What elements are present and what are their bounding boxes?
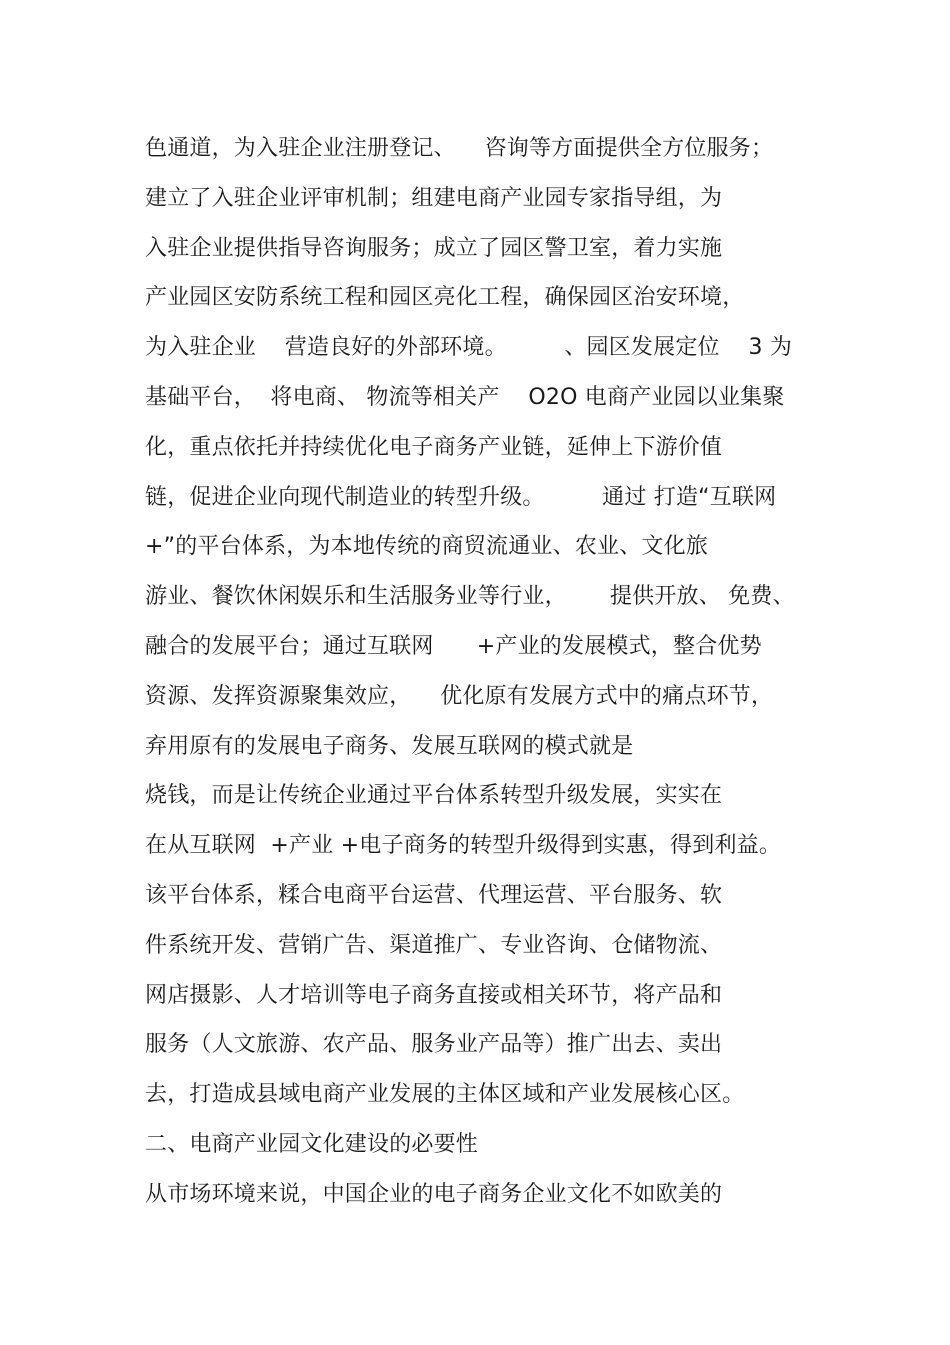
text-line: 色通道，为入驻企业注册登记、 咨询等方面提供全方位服务； [145, 136, 774, 161]
section-heading: 二、电商产业园文化建设的必要性 [145, 1131, 479, 1157]
text-line: 烧钱，而是让传统企业通过平台体系转型升级发展，实实在 [145, 783, 723, 809]
text-line: 去，打造成县域电商产业发展的主体区域和产业发展核心区。 [145, 1082, 745, 1108]
document-body [145, 124, 825, 1220]
text-line: 融合的发展平台；通过互联网 +产业的发展模式，整合优势 [145, 633, 762, 659]
text-line: 在从互联网 +产业 +电子商务的转型升级得到实惠，得到利益。 [145, 833, 782, 859]
text-line: 服务（人文旅游、农产品、服务业产品等）推广出去、卖出 [145, 1032, 723, 1058]
text-line: 件系统开发、营销广告、渠道推广、专业咨询、仓储物流、 [145, 932, 723, 958]
text-line: 游业、餐饮休闲娱乐和生活服务业等行业， 提供开放、 免费、 [145, 584, 795, 610]
text-line: 链，促进企业向现代制造业的转型升级。 通过 打造“互联网 [145, 484, 777, 510]
text-line: 为入驻企业 营造良好的外部环境。 、园区发展定位 3 为 [145, 335, 793, 361]
text-line: 弃用原有的发展电子商务、发展互联网的模式就是 [145, 733, 634, 759]
text-line: 网店摄影、人才培训等电子商务直接或相关环节，将产品和 [145, 982, 723, 1008]
text-line: 从市场环境来说，中国企业的电子商务企业文化不如欧美的 [145, 1181, 723, 1207]
text-line: 产业园区安防系统工程和园区亮化工程，确保园区治安环境， [145, 285, 745, 311]
text-line: 化，重点依托并持续优化电子商务产业链，延伸上下游价值 [145, 434, 723, 460]
text-line: 资源、发挥资源聚集效应， 优化原有发展方式中的痛点环节， [145, 683, 774, 709]
text-line: 该平台体系，糅合电商平台运营、代理运营、平台服务、软 [145, 882, 723, 908]
text-line: 基础平台， 将电商、 物流等相关产 O2O 电商产业园以业集聚 [145, 384, 785, 410]
text-line: 入驻企业提供指导咨询服务；成立了园区警卫室，着力实施 [145, 235, 723, 261]
text-line: 建立了入驻企业评审机制；组建电商产业园专家指导组，为 [145, 185, 723, 211]
text-line: +”的平台体系，为本地传统的商贸流通业、农业、文化旅 [145, 534, 709, 560]
